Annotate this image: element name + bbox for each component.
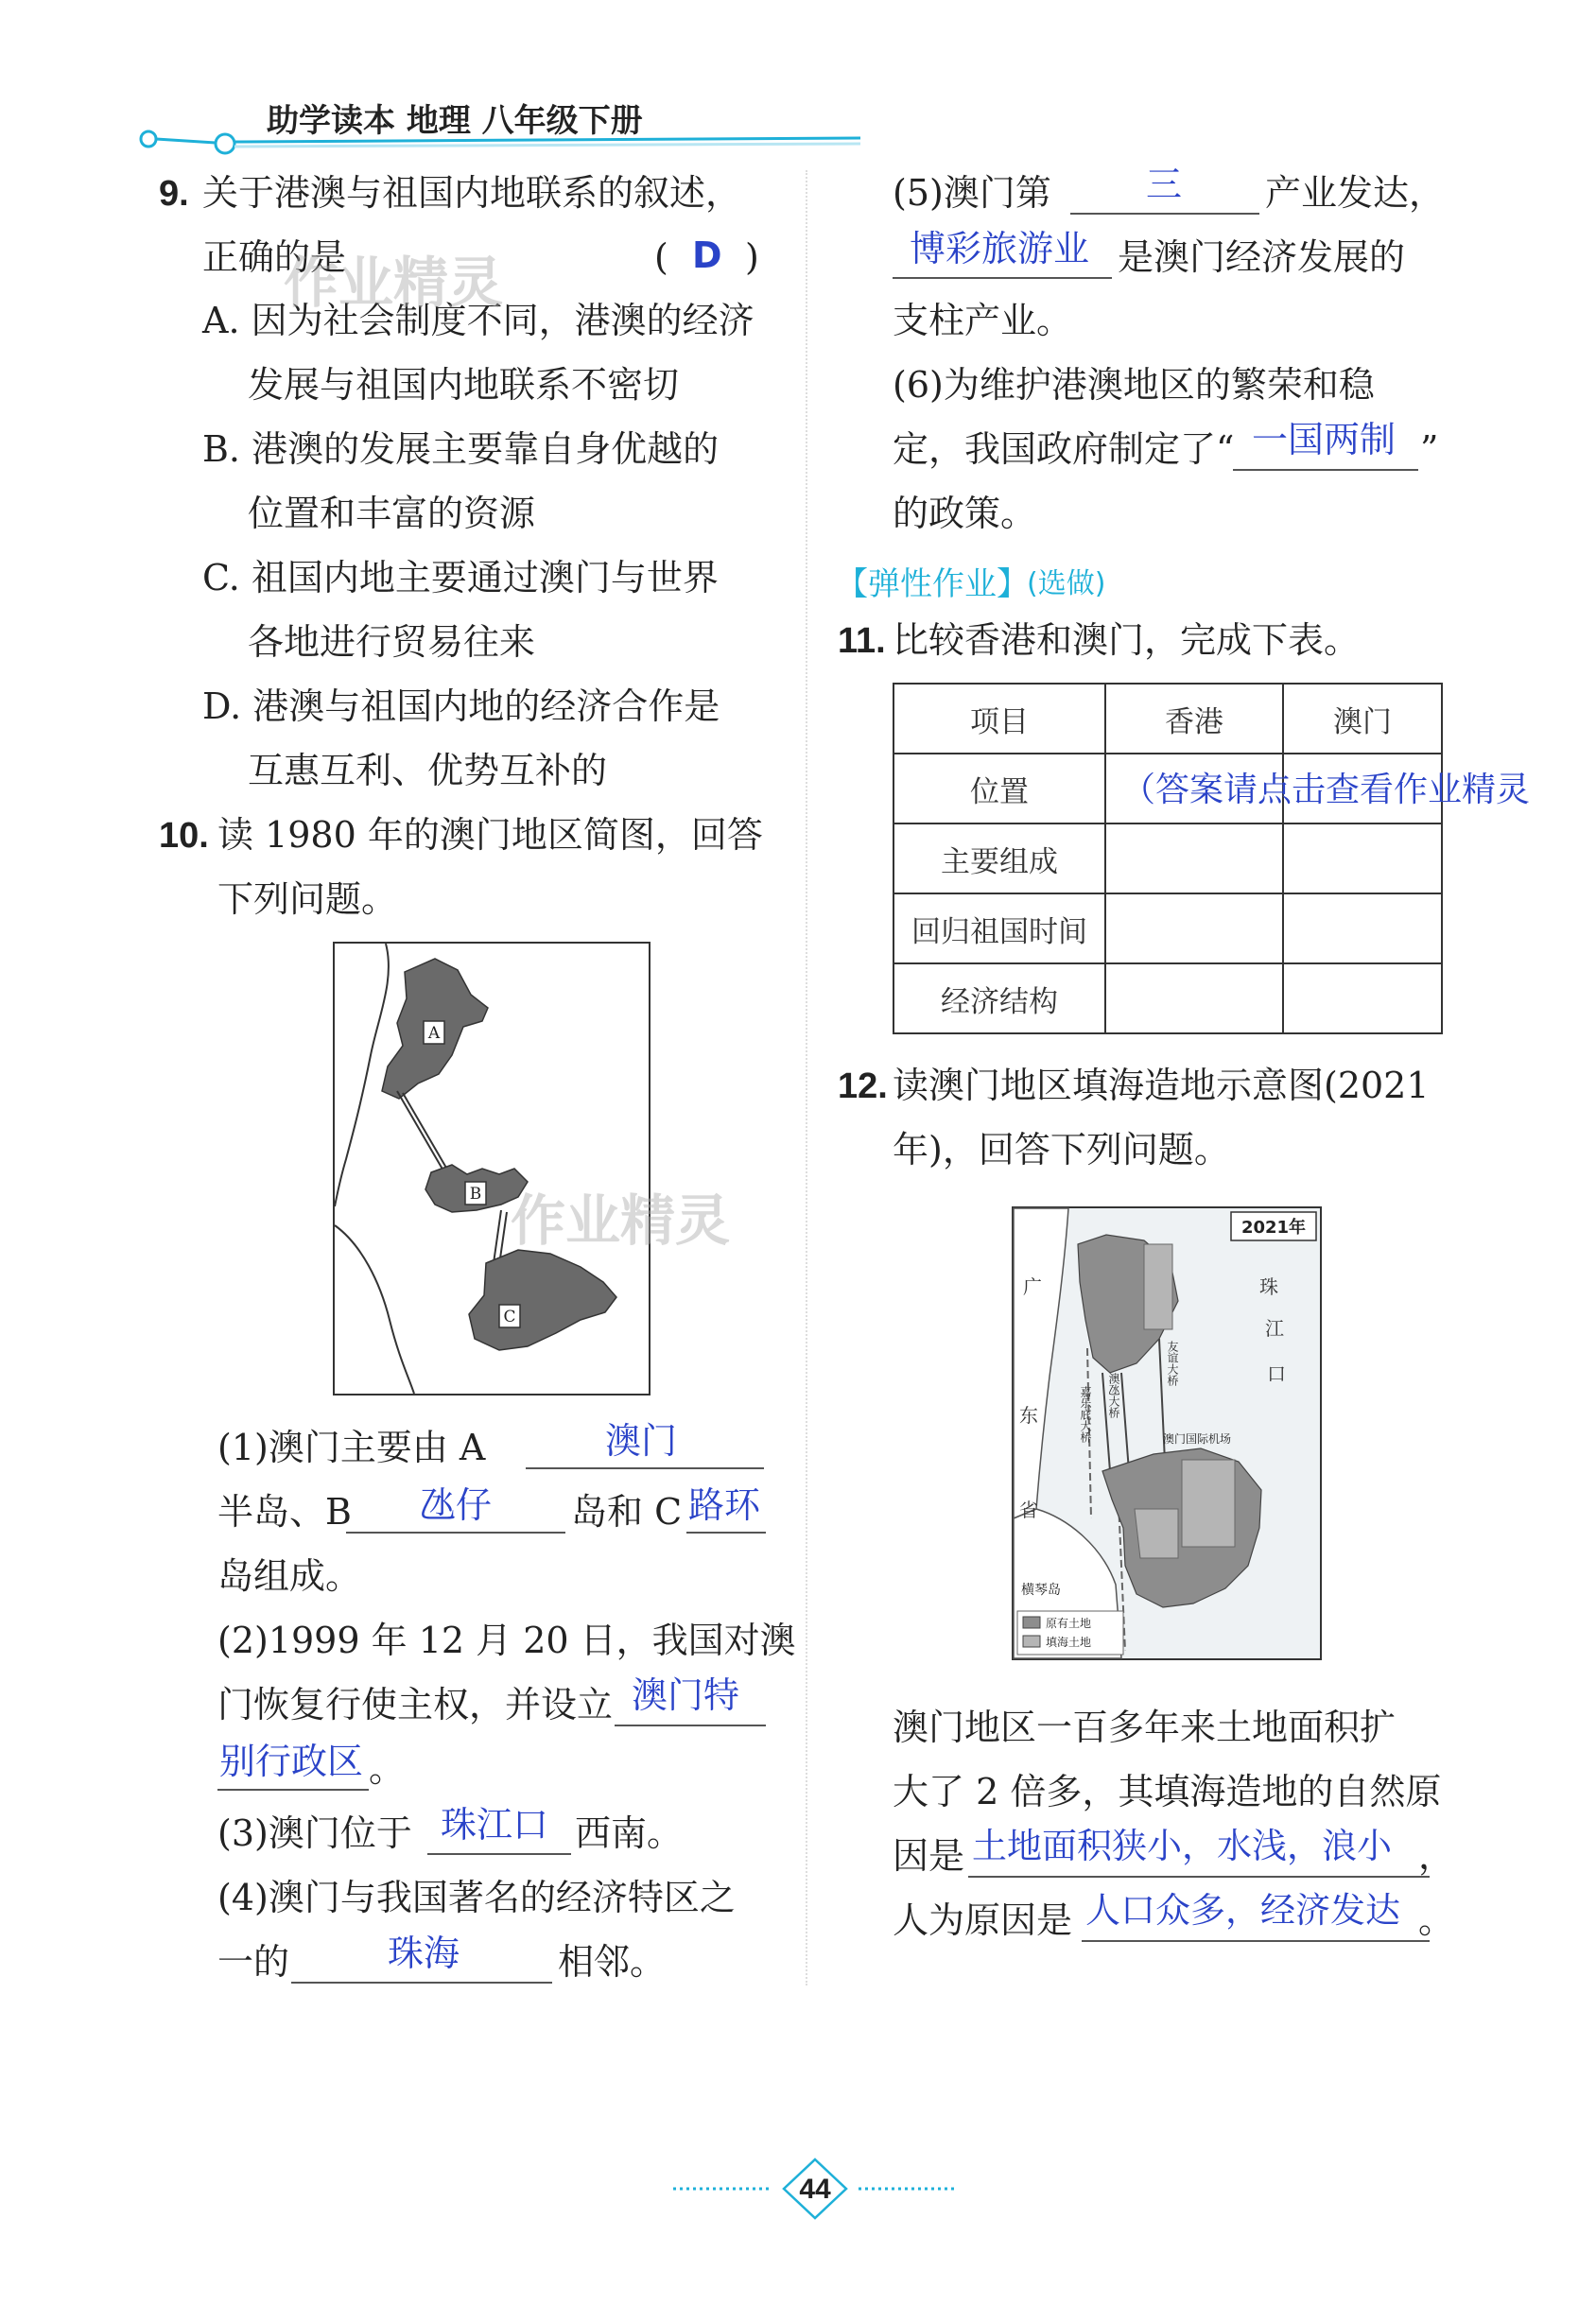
map-label-c: C <box>503 1308 516 1326</box>
q10-p1-answer-a: 澳门 <box>605 1420 678 1462</box>
q12-text-line2: 大了 2 倍多，其填海造地的自然原 <box>893 1771 1442 1812</box>
watermark: 作业精灵 <box>511 1188 731 1253</box>
header-title: 助学读本 地理 八年级下册 <box>267 102 643 140</box>
q9-option-b-line2: 位置和丰富的资源 <box>248 493 536 534</box>
map-label-sheng: 省 <box>1019 1499 1038 1521</box>
macau-1980-map <box>333 942 651 1396</box>
q9-option-c-line1: C. 祖国内地主要通过澳门与世界 <box>202 557 719 598</box>
q10-p4-text-a: (4)澳门与我国著名的经济特区之 <box>217 1877 736 1918</box>
q11-stem: 比较香港和澳门，完成下表。 <box>893 619 1361 661</box>
q10-p3-text-a: (3)澳门位于 <box>217 1812 412 1854</box>
table-row <box>893 893 1442 963</box>
q9-option-c-line2: 各地进行贸易往来 <box>248 621 536 663</box>
q9-paren-close: ) <box>745 236 759 278</box>
table-row-label: 经济结构 <box>893 963 1105 1033</box>
q10-p1-answer-b: 氹仔 <box>420 1484 493 1526</box>
q10-stem-line1: 读 1980 年的澳门地区简图，回答 <box>217 814 763 856</box>
map-label-bridge-3: 友谊大桥 <box>1166 1341 1179 1386</box>
map-year-label: 2021年 <box>1240 1218 1307 1238</box>
map-legend-reclaimed: 填海土地 <box>1046 1636 1092 1649</box>
q10-p4-text-c: 相邻。 <box>558 1941 667 1983</box>
q12-answer-1: 土地面积狭小，水浅，浪小 <box>972 1826 1392 1866</box>
page-number: 44 <box>799 2174 831 2205</box>
q12-stem-line2: 年)，回答下列问题。 <box>893 1129 1230 1170</box>
q9-stem-line2: 正确的是 <box>202 236 347 278</box>
table-header-cell: 香港 <box>1105 684 1283 754</box>
q10-p6-answer: 一国两制 <box>1252 419 1396 460</box>
q9-option-a-line2: 发展与祖国内地联系不密切 <box>248 364 680 406</box>
q10-p6-text-c: ” <box>1420 428 1439 470</box>
q10-p5-text-c: 是澳门经济发展的 <box>1118 236 1406 278</box>
q10-p4-text-b: 一的 <box>217 1941 290 1983</box>
q10-stem-line2: 下列问题。 <box>217 878 398 920</box>
table-cell-empty[interactable] <box>1283 823 1442 893</box>
q9-option-d-line2: 互惠互利、优势互补的 <box>248 750 608 791</box>
map-label-zhu: 珠 <box>1259 1275 1278 1298</box>
q10-p1-text-c: 岛和 C <box>571 1491 683 1533</box>
table-cell-empty[interactable] <box>1283 963 1442 1033</box>
q12-answer-2: 人口众多，经济发达 <box>1085 1890 1400 1931</box>
q10-p2-answer-1: 澳门特 <box>632 1674 740 1716</box>
q11-answer-note: （答案请点击查看作业精灵 <box>1121 771 1531 809</box>
q10-p1-text-a: (1)澳门主要由 A <box>217 1427 486 1468</box>
map-legend-original: 原有土地 <box>1046 1617 1092 1630</box>
map-label-jiang: 江 <box>1265 1317 1284 1340</box>
q9-stem-line1: 关于港澳与祖国内地联系的叙述， <box>202 172 742 214</box>
table-row <box>893 963 1442 1033</box>
q10-p1-answer-c: 路环 <box>688 1484 761 1526</box>
q12-text-line3-end: ， <box>1418 1835 1455 1877</box>
table-row <box>893 823 1442 893</box>
q10-p1-text-b: 半岛、B <box>217 1491 352 1533</box>
watermark: 作业精灵 <box>284 251 504 315</box>
table-row-label: 位置 <box>893 754 1105 823</box>
map-label-hengqin: 横琴岛 <box>1021 1583 1061 1598</box>
map-label-dong: 东 <box>1019 1404 1038 1427</box>
table-row-label: 主要组成 <box>893 823 1105 893</box>
map-label-kou: 口 <box>1267 1362 1286 1385</box>
q10-p6-text-a: (6)为维护港澳地区的繁荣和稳 <box>893 364 1375 406</box>
q9-paren-open: ( <box>654 236 668 278</box>
map-label-airport: 澳门国际机场 <box>1162 1432 1232 1446</box>
table-cell-empty[interactable] <box>1105 823 1283 893</box>
map-label-guang: 广 <box>1023 1275 1042 1298</box>
macau-2021-reclamation-map <box>1012 1206 1322 1660</box>
q9-option-d-line1: D. 港澳与祖国内地的经济合作是 <box>202 685 720 727</box>
table-cell-empty[interactable] <box>1283 893 1442 963</box>
q10-p3-text-b: 西南。 <box>575 1812 684 1854</box>
q10-p5-text-b: 产业发达， <box>1265 172 1446 214</box>
q11-number: 11. <box>838 621 886 661</box>
q12-text-line4: 人为原因是 <box>893 1899 1073 1941</box>
q10-p2-text-b: 门恢复行使主权，并设立 <box>217 1684 614 1725</box>
q10-p3-answer: 珠江口 <box>441 1804 549 1846</box>
q12-stem-line1: 读澳门地区填海造地示意图(2021 <box>893 1065 1430 1106</box>
map-label-bridge-1: 嘉乐庇大桥 <box>1079 1386 1092 1443</box>
q9-option-b-line1: B. 港澳的发展主要靠自身优越的 <box>202 428 720 470</box>
q10-p5-answer-1: 三 <box>1146 164 1183 205</box>
q12-text-line4-end: 。 <box>1418 1899 1455 1941</box>
column-divider <box>806 170 807 1985</box>
q12-text-line1: 澳门地区一百多年来土地面积扩 <box>893 1707 1396 1748</box>
elastic-homework-sub: (选做) <box>1027 567 1106 600</box>
table-header-cell: 项目 <box>893 684 1105 754</box>
table-header-cell: 澳门 <box>1283 684 1442 754</box>
table-row-label: 回归祖国时间 <box>893 893 1105 963</box>
q10-p4-answer: 珠海 <box>388 1933 460 1974</box>
q10-p2-answer-2: 别行政区 <box>219 1741 364 1782</box>
q10-p2-end: 。 <box>369 1748 406 1790</box>
q10-p6-text-b: 定，我国政府制定了“ <box>893 428 1235 470</box>
q10-number: 10. <box>159 816 209 856</box>
q9-answer: D <box>692 234 722 276</box>
map-label-b: B <box>469 1185 482 1204</box>
q12-text-line3: 因是 <box>893 1835 965 1877</box>
comparison-table <box>893 683 1443 1034</box>
q12-number: 12. <box>838 1066 888 1106</box>
q10-p6-text-d: 的政策。 <box>893 493 1037 534</box>
header-rule <box>132 129 870 157</box>
table-header-row <box>893 684 1442 754</box>
q9-number: 9. <box>159 174 189 214</box>
q10-p5-answer-2: 博彩旅游业 <box>910 228 1090 269</box>
q10-p5-text-a: (5)澳门第 <box>893 172 1051 214</box>
map-label-a: A <box>427 1024 441 1043</box>
elastic-homework-label: 【弹性作业】 <box>836 565 1029 603</box>
q10-p5-text-d: 支柱产业。 <box>893 300 1073 341</box>
q9-option-a-line1: A. 因为社会制度不同，港澳的经济 <box>202 300 755 341</box>
table-cell-empty[interactable] <box>1105 963 1283 1033</box>
q10-p2-text-a: (2)1999 年 12 月 20 日，我国对澳 <box>217 1620 796 1661</box>
table-cell-empty[interactable] <box>1105 893 1283 963</box>
q10-p1-text-d: 岛组成。 <box>217 1555 362 1597</box>
map-label-bridge-2: 澳氹大桥 <box>1107 1373 1120 1418</box>
